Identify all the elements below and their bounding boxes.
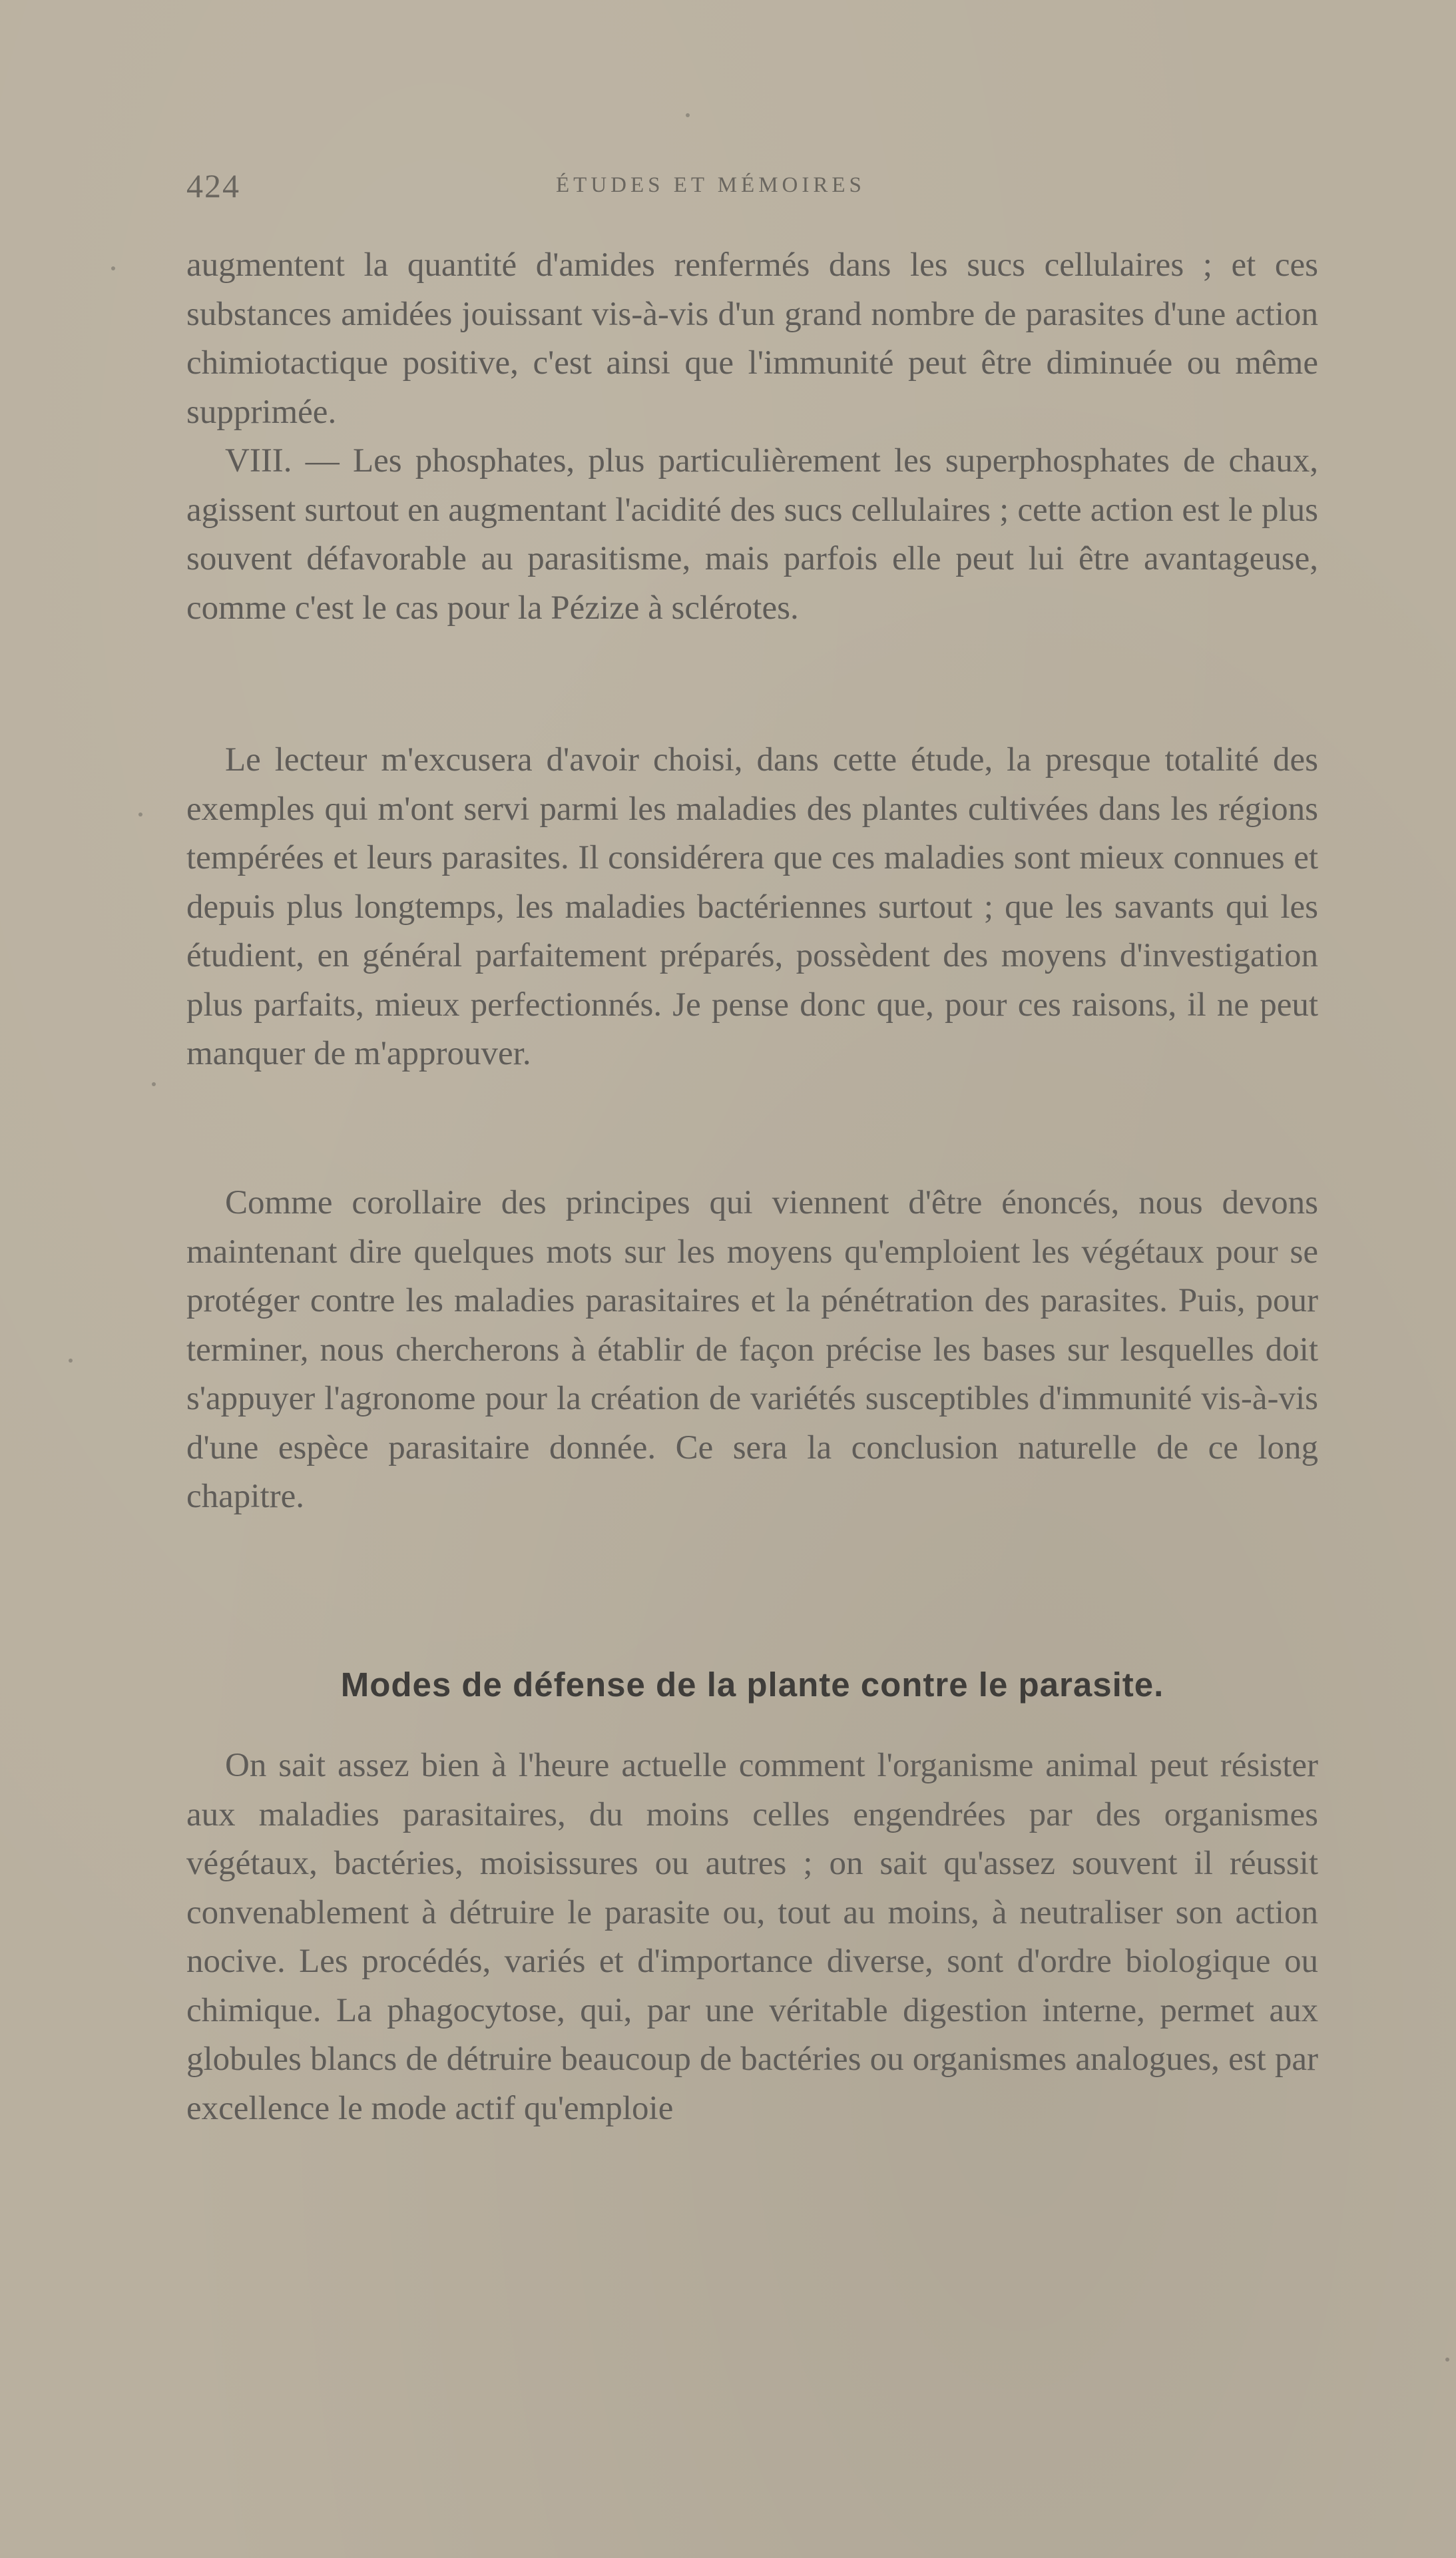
running-title: ÉTUDES ET MÉMOIRES (556, 173, 865, 197)
text-block-corollaire (186, 1179, 1318, 1522)
paragraph-defense: On sait assez bien à l'heure actuelle comment l'organisme animal peut résister aux maladies parasitaires, du moins celles engendrées par des organismes végétaux, bactéries, moisissures ou autres ; on sait qu'assez souvent il réussit convenablement à détruire le parasite ou, tout au moins, à neutraliser son action nocive. Les procédés, variés et d'importance diverse, sont d'ordre biologique ou chimique. La phagocytose, qui, par une véritable digestion interne, permet aux globules blancs de détruire beaucoup de bactéries ou organismes analogues, est par excellence le mode actif qu'emploie (186, 1747, 1318, 2127)
paper-speck (138, 812, 142, 816)
paper-speck (686, 113, 690, 117)
paper-speck (69, 1359, 73, 1363)
paragraph-corollaire: Comme corollaire des principes qui viennent d'être énoncés, nous devons maintenant dire quelques mots sur les moyens qu'emploient les végétaux pour se protéger contre les maladies parasitaires et la pénétration des parasites. Puis, pour terminer, nous chercherons à établir de façon précise les bases sur lesquelles doit s'appuyer l'agronome pour la création de variétés susceptibles d'immunité vis-à-vis d'une espèce parasitaire donnée. Ce sera la conclusion naturelle de ce long chapitre. (186, 1184, 1318, 1515)
paragraph-phosphates: VIII. — Les phosphates, plus particulièrement les superphosphates de chaux, agissent surtout en augmentant l'acidité des sucs cellulaires ; cette action est le plus souvent défavorable au parasitisme, mais parfois elle peut lui être avantageuse, comme c'est le cas pour la Pézize à sclérotes. (186, 442, 1318, 627)
paper-speck (1445, 2358, 1449, 2362)
section-heading: Modes de défense de la plante contre le parasite. (340, 1666, 1164, 1704)
text-block-lecteur (186, 736, 1318, 1079)
text-block-top (186, 241, 1318, 633)
paragraph-immunite: augmentent la quantité d'amides renfermés dans les sucs cellulaires ; et ces substances amidées jouissant vis-à-vis d'un grand nombre de parasites d'une action chimiotactique positive, c'est ainsi que l'immunité peut être diminuée ou même supprimée. (186, 246, 1318, 431)
paper-speck (111, 266, 115, 270)
paragraph-lecteur: Le lecteur m'excusera d'avoir choisi, dans cette étude, la presque totalité des exemples qui m'ont servi parmi les maladies des plantes cultivées dans les régions tempérées et leurs parasites. Il considérera que ces maladies sont mieux connues et depuis plus longtemps, les maladies bactériennes surtout ; que les savants qui les étudient, en général parfaitement préparés, possèdent des moyens d'investigation plus parfaits, mieux perfectionnés. Je pense donc que, pour ces raisons, il ne peut manquer de m'approuver. (186, 741, 1318, 1072)
page-number: 424 (186, 167, 240, 204)
text-block-section (186, 1742, 1318, 2133)
paper-speck (152, 1082, 156, 1086)
running-head (186, 166, 1318, 206)
